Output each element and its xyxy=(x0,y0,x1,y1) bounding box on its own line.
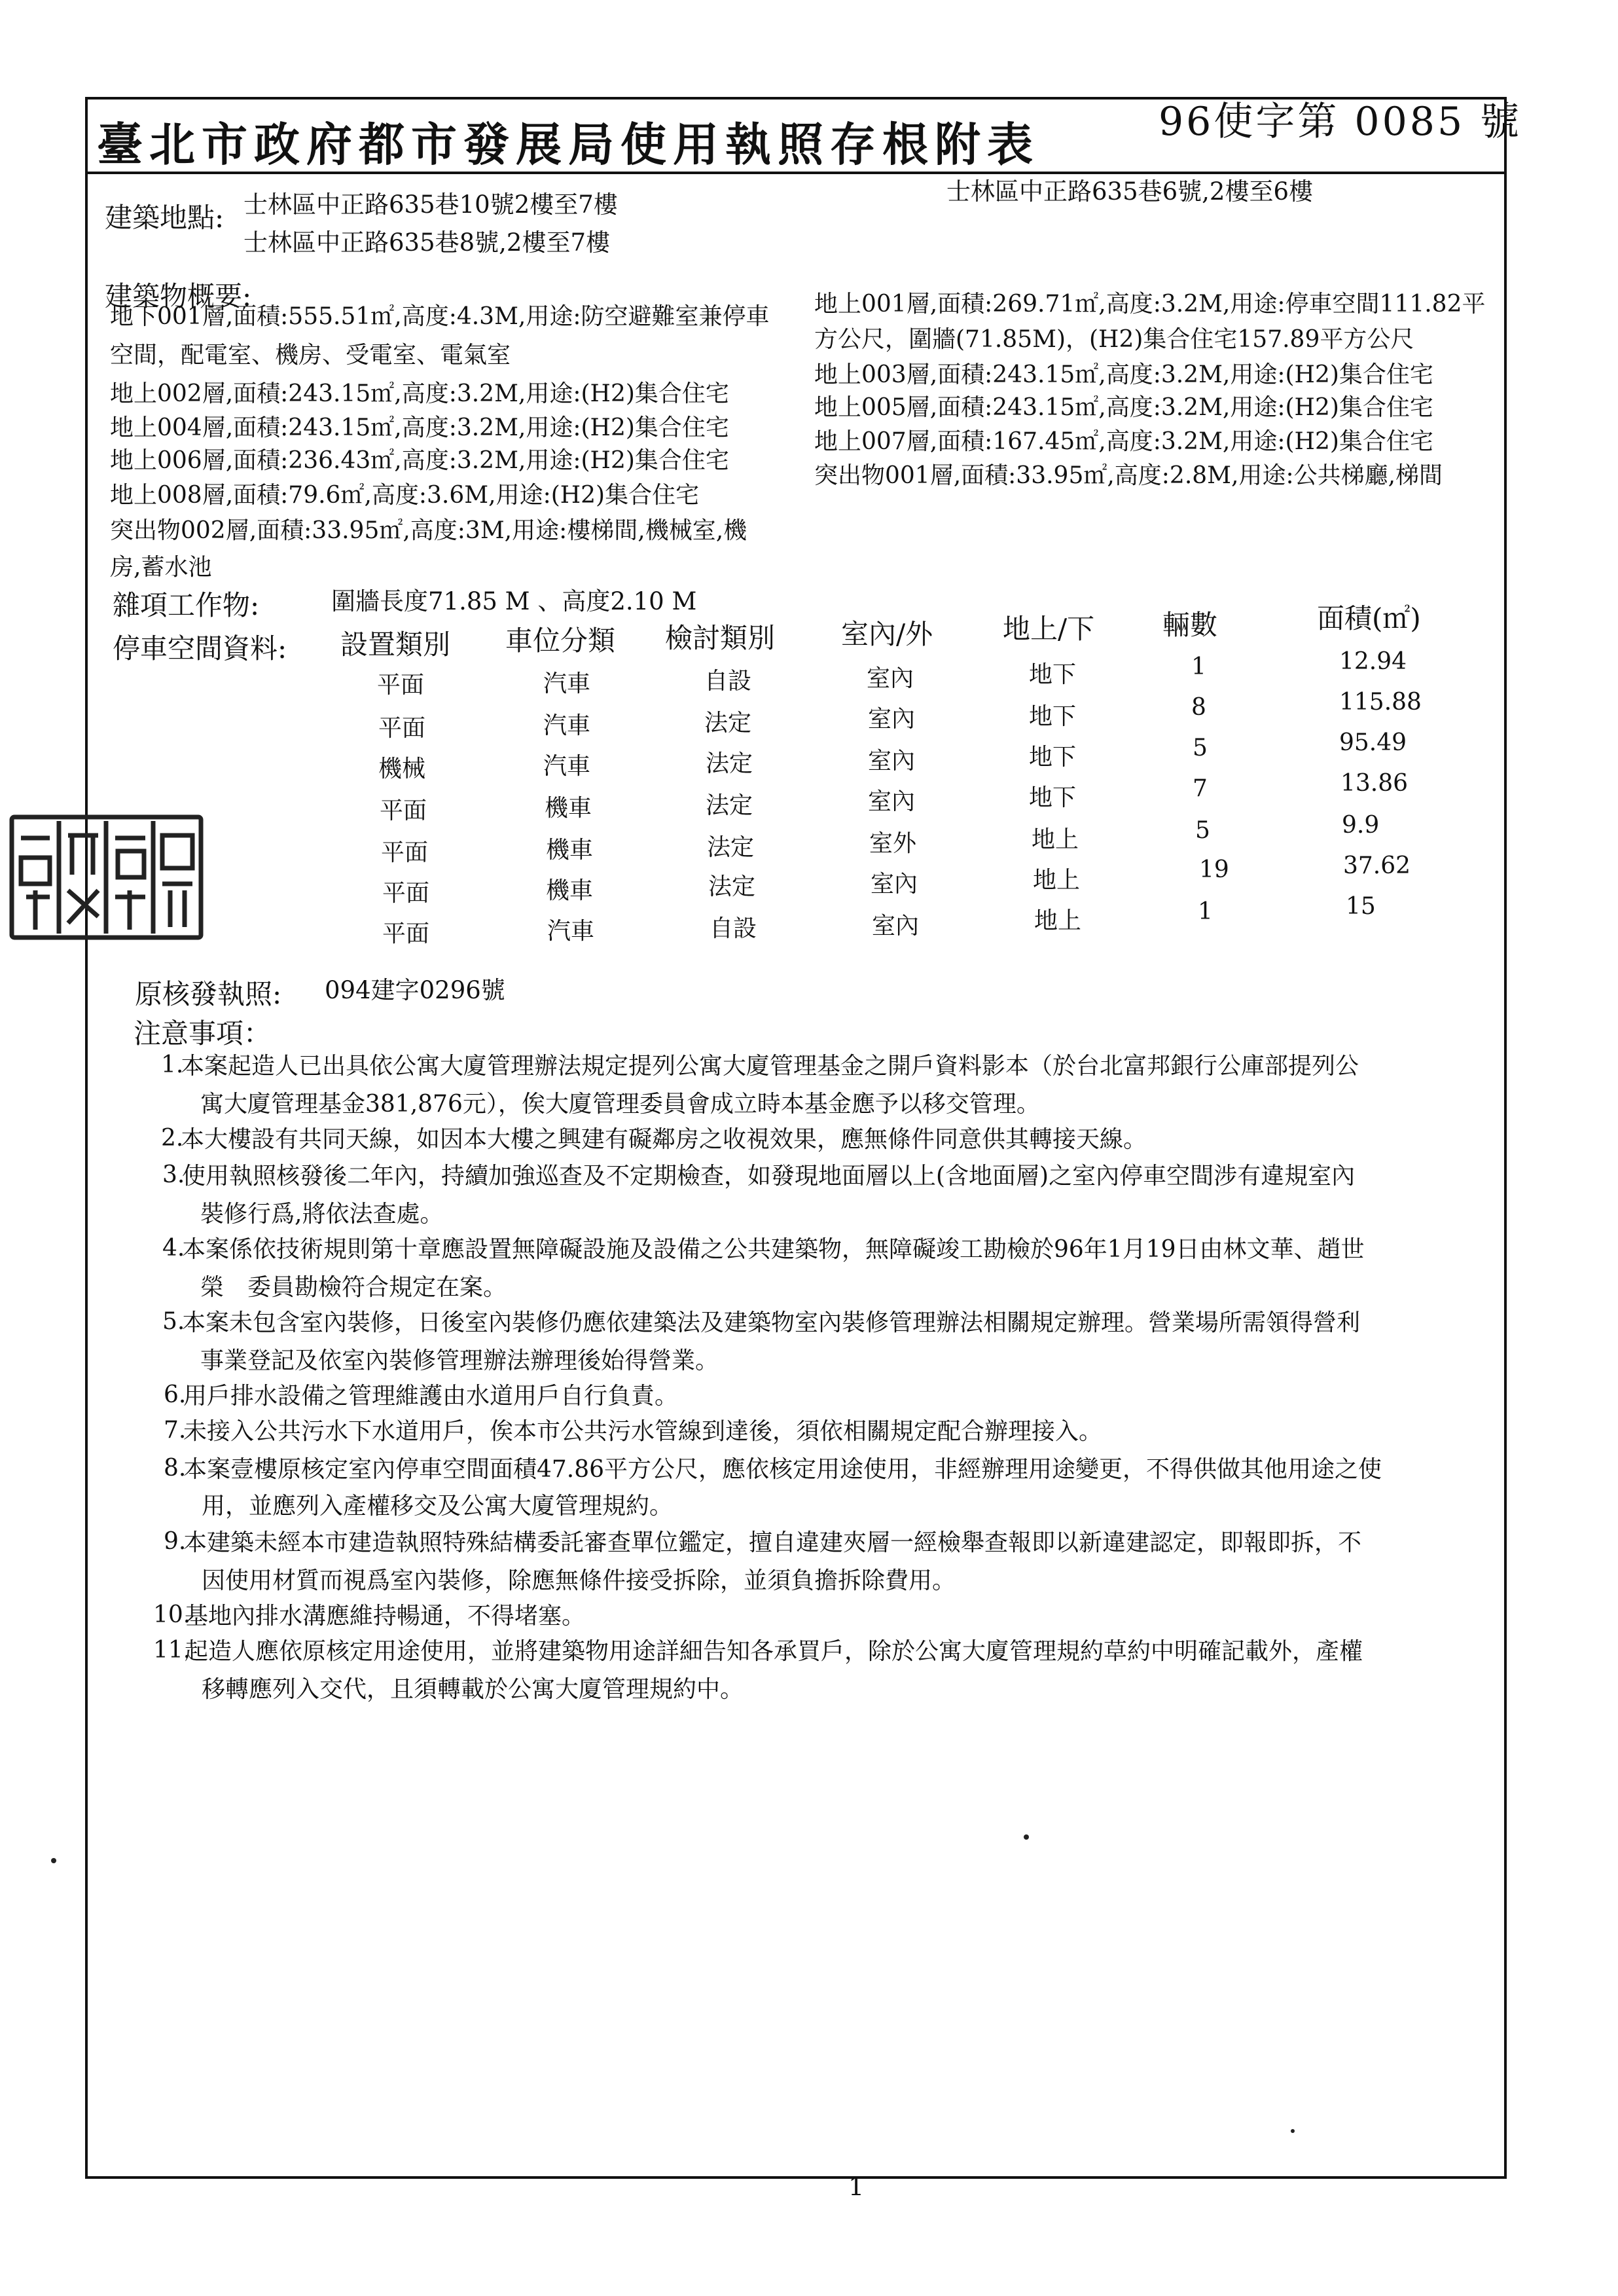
permit-number: 96使字第 0085 號 xyxy=(1159,99,1522,145)
parking-header-area: 面積(㎡) xyxy=(1317,602,1421,634)
location-line-1: 士林區中正路635巷10號2樓至7樓 xyxy=(243,191,618,219)
note-number: 11. xyxy=(153,1637,191,1664)
note-line: 本案起造人已出具依公寓大廈管理辦法規定提列公寓大廈管理基金之開戶資料影本（於台北富邦銀行公庫部提列公 xyxy=(181,1053,1359,1080)
table-cell: 9.9 xyxy=(1342,812,1380,839)
table-cell: 自設 xyxy=(710,915,757,942)
page-title: 臺北市政府都市發展局使用執照存根附表 xyxy=(97,117,1039,172)
table-cell: 12.94 xyxy=(1339,648,1407,675)
note-number: 8. xyxy=(164,1455,187,1482)
overview-left-3: 地上002層,面積:243.15㎡,高度:3.2M,用途:(H2)集合住宅 xyxy=(110,380,729,407)
parking-header-inout: 室內/外 xyxy=(841,618,933,650)
table-cell: 機車 xyxy=(546,837,594,864)
table-cell: 平面 xyxy=(382,920,430,947)
note-number: 7. xyxy=(164,1417,187,1444)
note-line: 基地內排水溝應維持暢通，不得堵塞。 xyxy=(185,1603,586,1630)
table-cell: 8 xyxy=(1191,694,1206,721)
table-cell: 5 xyxy=(1195,817,1210,844)
table-cell: 室外 xyxy=(869,830,917,857)
parking-header-count: 輛數 xyxy=(1162,609,1218,641)
note-line: 榮 委員勘檢符合規定在案。 xyxy=(200,1274,507,1301)
table-cell: 平面 xyxy=(381,839,429,866)
location-line-3: 士林區中正路635巷6號,2樓至6樓 xyxy=(946,177,1314,206)
parking-header-type: 設置類別 xyxy=(340,629,451,661)
table-cell: 地上 xyxy=(1033,867,1081,894)
note-line: 用戶排水設備之管理維護由水道用戶自行負責。 xyxy=(183,1383,679,1410)
note-line: 用，並應列入產權移交及公寓大廈管理規約。 xyxy=(202,1493,674,1520)
note-line: 本案未包含室內裝修，日後室內裝修仍應依建築法及建築物室內裝修管理辦法相關規定辦理。營業場所需領得營利 xyxy=(182,1309,1361,1336)
note-number: 2. xyxy=(161,1125,184,1152)
overview-left-6: 地上008層,面積:79.6㎡,高度:3.6M,用途:(H2)集合住宅 xyxy=(110,482,700,509)
table-cell: 13.86 xyxy=(1340,770,1409,797)
location-line-2: 士林區中正路635巷8號,2樓至7樓 xyxy=(243,228,611,257)
table-cell: 機車 xyxy=(546,877,594,904)
overview-right-1: 地上001層,面積:269.71㎡,高度:3.2M,用途:停車空間111.82平 xyxy=(814,291,1486,318)
table-cell: 室內 xyxy=(868,706,916,733)
table-cell: 機械 xyxy=(378,756,426,782)
note-number: 6. xyxy=(164,1381,187,1408)
overview-right-4: 地上005層,面積:243.15㎡,高度:3.2M,用途:(H2)集合住宅 xyxy=(814,394,1433,421)
note-line: 移轉應列入交代，且須轉載於公寓大廈管理規約中。 xyxy=(202,1676,744,1703)
note-number: 10. xyxy=(153,1601,191,1628)
table-cell: 95.49 xyxy=(1339,729,1407,756)
table-cell: 汽車 xyxy=(543,753,591,780)
table-cell: 平面 xyxy=(378,715,426,742)
overview-left-5: 地上006層,面積:236.43㎡,高度:3.2M,用途:(H2)集合住宅 xyxy=(110,447,729,474)
scan-speck xyxy=(1291,2129,1295,2133)
page-number: 1 xyxy=(848,2172,865,2201)
note-line: 本建築未經本市建造執照特殊結構委託審查單位鑑定，擅自違建夾層一經檢舉查報即以新違建認定，即報即拆，不 xyxy=(183,1529,1362,1556)
overview-left-1: 地下001層,面積:555.51㎡,高度:4.3M,用途:防空避難室兼停車 xyxy=(110,303,770,330)
parking-header-level: 地上/下 xyxy=(1003,613,1095,645)
overview-left-4: 地上004層,面積:243.15㎡,高度:3.2M,用途:(H2)集合住宅 xyxy=(110,414,729,441)
table-cell: 5 xyxy=(1193,735,1208,761)
overview-right-2: 方公尺，圍牆(71.85M)，(H2)集合住宅157.89平方公尺 xyxy=(814,326,1414,353)
note-number: 3. xyxy=(162,1161,185,1188)
misc-works-label: 雜項工作物: xyxy=(113,589,260,621)
note-number: 4. xyxy=(162,1235,185,1262)
note-number: 9. xyxy=(164,1528,187,1555)
note-line: 起造人應依原核定用途使用，並將建築物用途詳細告知各承買戶，除於公寓大廈管理規約草約中明確記載外，產權 xyxy=(185,1638,1363,1665)
note-line: 因使用材質而視爲室內裝修，除應無條件接受拆除，並須負擔拆除費用。 xyxy=(202,1567,956,1594)
table-cell: 室內 xyxy=(871,871,918,898)
note-line: 事業登記及依室內裝修管理辦法辦理後始得營業。 xyxy=(200,1347,719,1374)
misc-works-value: 圍牆長度71.85 M 、高度2.10 M xyxy=(331,587,697,615)
table-cell: 1 xyxy=(1198,898,1213,925)
note-line: 本大樓設有共同天線，如因本大樓之興建有礙鄰房之收視效果，應無條件同意供其轉接天線。 xyxy=(181,1126,1147,1153)
table-cell: 7 xyxy=(1193,775,1208,802)
overview-left-8: 房,蓄水池 xyxy=(110,554,212,581)
table-cell: 汽車 xyxy=(543,712,591,739)
table-cell: 汽車 xyxy=(547,918,595,945)
table-cell: 地上 xyxy=(1034,907,1082,934)
original-permit-value: 094建字0296號 xyxy=(325,976,505,1004)
note-number: 5. xyxy=(162,1308,185,1335)
table-cell: 室內 xyxy=(867,665,914,692)
official-seal-stamp xyxy=(7,812,206,943)
table-cell: 室內 xyxy=(868,748,916,774)
note-line: 寓大廈管理基金381,876元），俟大廈管理委員會成立時本基金應予以移交管理。 xyxy=(200,1091,1040,1118)
table-cell: 地下 xyxy=(1029,784,1077,811)
table-cell: 地下 xyxy=(1029,661,1077,688)
original-permit-label: 原核發執照: xyxy=(135,978,282,1010)
note-number: 1. xyxy=(161,1051,184,1078)
table-cell: 室內 xyxy=(868,788,916,815)
table-cell: 115.88 xyxy=(1339,689,1422,716)
table-cell: 15 xyxy=(1346,893,1376,920)
scan-speck xyxy=(1024,1834,1029,1840)
overview-right-6: 突出物001層,面積:33.95㎡,高度:2.8M,用途:公共梯廳,梯間 xyxy=(814,462,1443,489)
table-cell: 地上 xyxy=(1032,826,1079,853)
note-line: 使用執照核發後二年內，持續加強巡查及不定期檢查，如發現地面層以上(含地面層)之室內停車空間涉有違規室內 xyxy=(182,1163,1356,1190)
location-label: 建築地點: xyxy=(105,202,225,234)
table-cell: 法定 xyxy=(708,873,756,900)
table-cell: 法定 xyxy=(706,750,753,777)
table-cell: 平面 xyxy=(382,880,430,907)
table-cell: 自設 xyxy=(704,668,752,695)
parking-header-review: 檢討類別 xyxy=(665,622,776,654)
overview-left-2: 空間，配電室、機房、受電室、電氣室 xyxy=(110,342,511,369)
table-cell: 室內 xyxy=(872,913,920,939)
table-cell: 平面 xyxy=(377,672,425,699)
note-line: 裝修行爲,將依法查處。 xyxy=(200,1201,444,1228)
overview-label: 建築物概要: xyxy=(105,280,252,312)
overview-right-3: 地上003層,面積:243.15㎡,高度:3.2M,用途:(H2)集合住宅 xyxy=(814,361,1433,388)
overview-right-5: 地上007層,面積:167.45㎡,高度:3.2M,用途:(H2)集合住宅 xyxy=(814,428,1433,455)
table-cell: 地下 xyxy=(1029,703,1077,730)
table-cell: 平面 xyxy=(380,797,427,824)
table-cell: 機車 xyxy=(545,795,592,822)
table-cell: 地下 xyxy=(1029,744,1077,771)
note-line: 本案係依技術規則第十章應設置無障礙設施及設備之公共建築物，無障礙竣工勘檢於96年1月19日由林文華、趙世 xyxy=(182,1236,1365,1263)
parking-label: 停車空間資料: xyxy=(113,632,287,665)
table-cell: 汽車 xyxy=(543,670,591,697)
parking-header-class: 車位分類 xyxy=(505,625,616,657)
table-cell: 37.62 xyxy=(1343,852,1411,879)
table-cell: 法定 xyxy=(704,710,752,737)
scan-speck xyxy=(51,1858,56,1863)
table-cell: 法定 xyxy=(707,834,755,861)
note-line: 本案壹樓原核定室內停車空間面積47.86平方公尺，應依核定用途使用，非經辦理用途變更，不得供做其他用途之使 xyxy=(183,1456,1382,1483)
table-cell: 法定 xyxy=(706,792,753,819)
table-cell: 1 xyxy=(1191,653,1206,680)
table-cell: 19 xyxy=(1199,856,1229,883)
note-line: 未接入公共污水下水道用戶，俟本市公共污水管線到達後，須依相關規定配合辦理接入。 xyxy=(183,1418,1103,1445)
notes-label: 注意事項： xyxy=(134,1017,272,1049)
overview-left-7: 突出物002層,面積:33.95㎡,高度:3M,用途:樓梯間,機械室,機 xyxy=(110,517,747,544)
